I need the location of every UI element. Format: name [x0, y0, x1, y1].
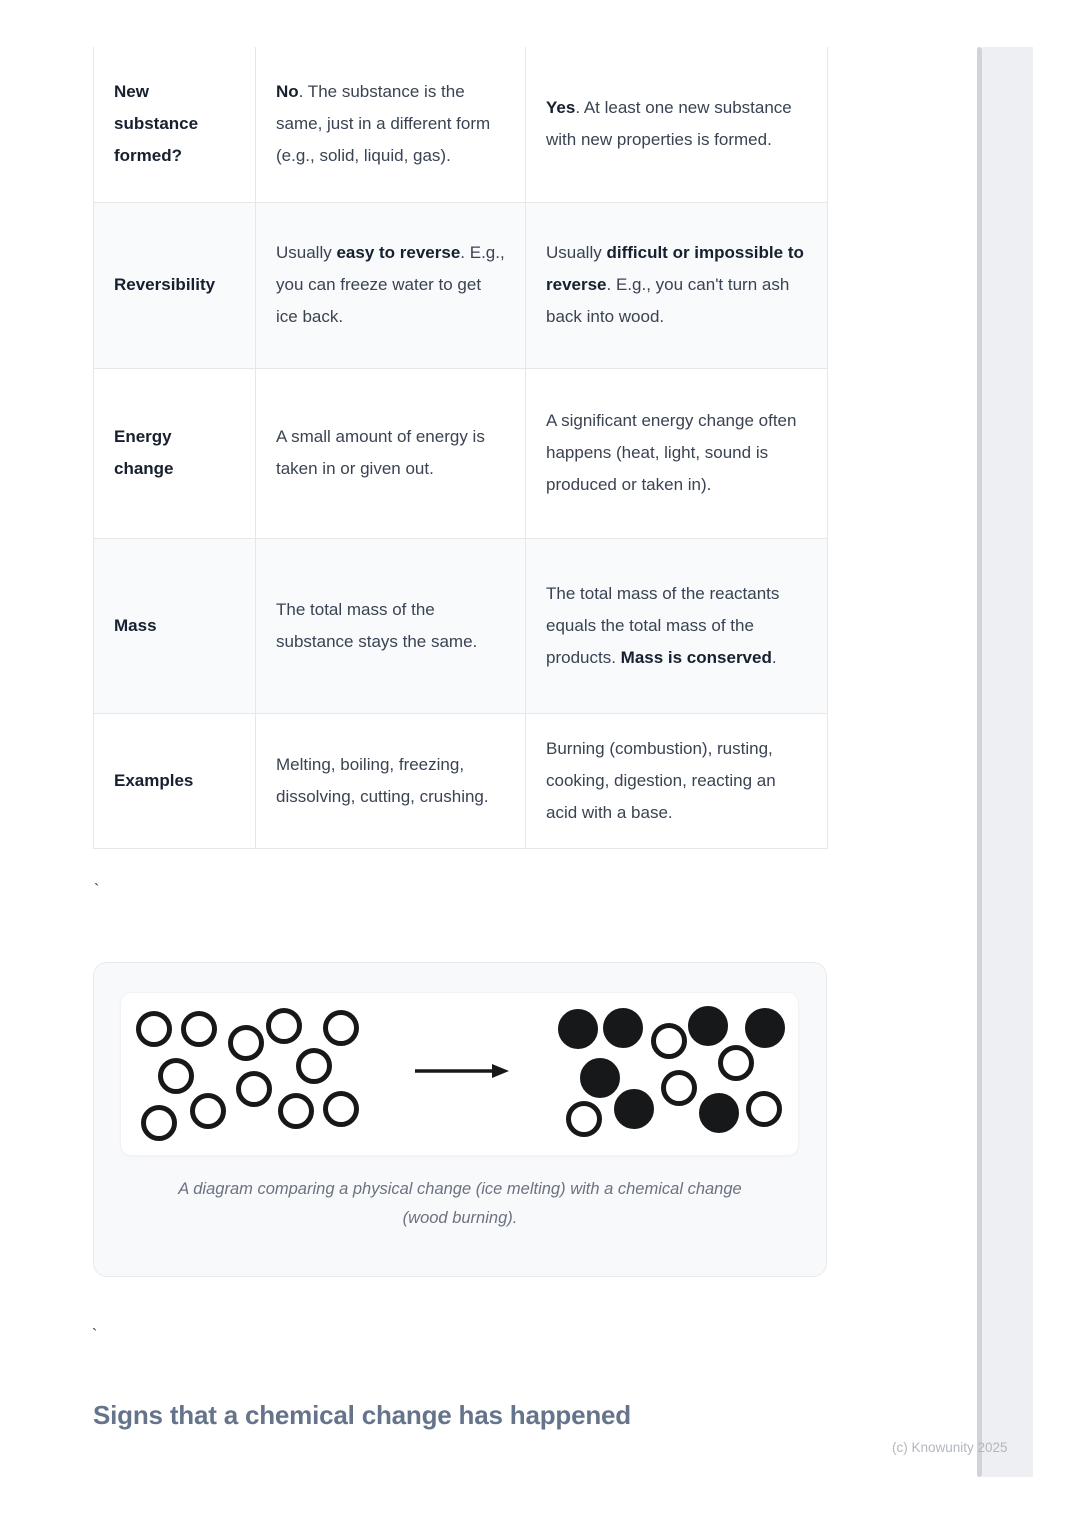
filled-particle: [614, 1089, 654, 1129]
table-row: [94, 368, 828, 538]
outline-particle: [718, 1045, 754, 1081]
physical-change-cell: [256, 538, 526, 713]
outline-particle: [566, 1101, 602, 1137]
watermark: (c) Knowunity 2025: [892, 1440, 1008, 1455]
outline-particle: [651, 1023, 687, 1059]
chemical-change-cell: [526, 47, 828, 202]
text: Usually: [276, 243, 337, 262]
text: Melting, boiling, freezing, dissolving, cutting, crushing.: [276, 754, 489, 806]
scrollbar-track[interactable]: [982, 47, 1033, 1477]
figure-card: [93, 962, 827, 1277]
filled-particle: [603, 1008, 643, 1048]
text: The total mass of the substance stays the same.: [276, 599, 478, 651]
comparison-table: [93, 47, 828, 849]
bold-text: easy to reverse: [336, 243, 461, 262]
text: . The substance is the same, just in a different form (e.g., solid, liquid, gas).: [276, 82, 491, 166]
table-row: [94, 47, 828, 202]
text: A significant energy change often happens (heat, light, sound is produced or taken in).: [546, 411, 797, 494]
chemical-change-cell: [526, 538, 828, 713]
text: .: [771, 647, 777, 667]
feature-cell: Mass: [94, 538, 256, 713]
section-heading: Signs that a chemical change has happened: [93, 1400, 631, 1430]
feature-cell: Examples: [94, 713, 256, 848]
text: . At least one new substance with new properties is formed.: [546, 98, 792, 150]
bold-text: Yes: [546, 98, 576, 118]
scrollbar-thumb[interactable]: [977, 47, 982, 1477]
outline-particle: [661, 1070, 697, 1106]
chemical-change-cell: [526, 713, 828, 848]
bold-text: Mass is conserved: [620, 647, 772, 667]
bold-text: No: [276, 82, 299, 102]
figure-caption: [94, 1175, 826, 1233]
outline-particle: [746, 1091, 782, 1127]
text: Usually: [546, 243, 607, 262]
table-row: [94, 202, 828, 368]
filled-particle: [580, 1058, 620, 1098]
stray-backtick-2: `: [92, 1327, 98, 1344]
physical-change-cell: [256, 368, 526, 538]
physical-change-cell: [256, 202, 526, 368]
table-row: [94, 538, 828, 713]
text: The total mass of the reactants equals the total mass of the products.: [546, 583, 780, 667]
feature-cell: Reversibility: [94, 202, 256, 368]
particle-diagram: [121, 993, 798, 1155]
feature-cell: New substance formed?: [94, 47, 256, 202]
chemical-change-cell: [526, 202, 828, 368]
text: . E.g., you can't turn ash back into wood.: [546, 275, 790, 326]
text: . E.g., you can freeze water to get ice back.: [276, 243, 505, 326]
filled-particle: [558, 1009, 598, 1049]
bold-text: difficult or impossible to reverse: [546, 243, 804, 294]
physical-change-cell: [256, 47, 526, 202]
physical-change-cell: [256, 713, 526, 848]
feature-cell: Energy change: [94, 368, 256, 538]
filled-particle: [699, 1093, 739, 1133]
stray-backtick-1: `: [94, 882, 100, 899]
filled-particle: [745, 1008, 785, 1048]
text: A small amount of energy is taken in or given out.: [276, 427, 485, 478]
figure-caption-text: A diagram comparing a physical change (ice melting) with a chemical change (wood burning).: [178, 1180, 742, 1227]
text: Burning (combustion), rusting, cooking, digestion, reacting an acid with a base.: [546, 738, 776, 822]
filled-particle: [688, 1006, 728, 1046]
right-arrow-icon: [414, 1061, 510, 1081]
table-row: [94, 713, 828, 848]
chemical-change-cell: [526, 368, 828, 538]
